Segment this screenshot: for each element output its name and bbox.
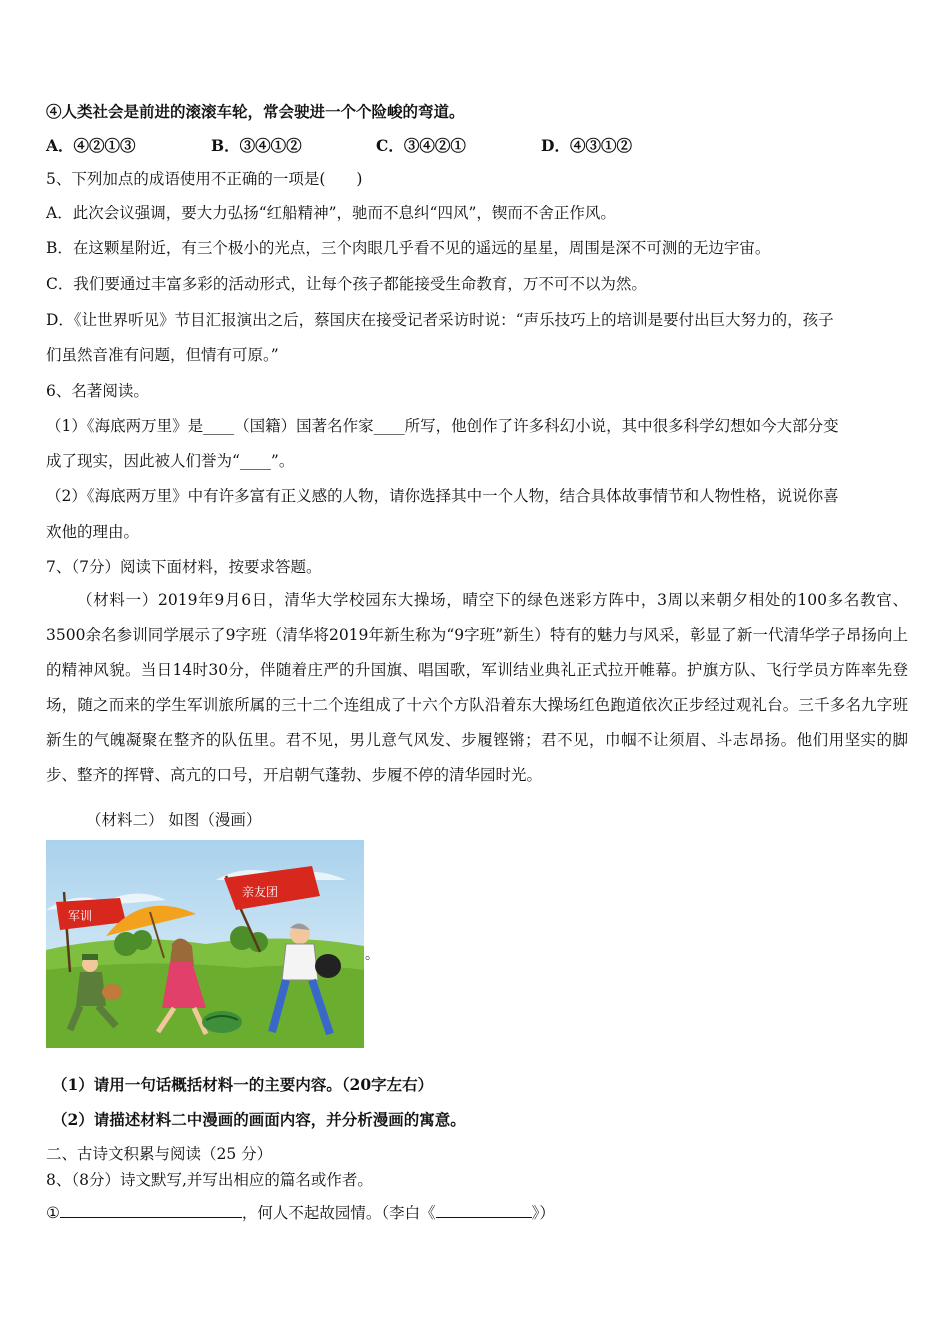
- q7-stem: 7、（7分）阅读下面材料，按要求答题。: [46, 558, 322, 576]
- q5-stem: 5、下列加点的成语使用不正确的一项是( ): [46, 170, 363, 188]
- q7-material2-label: （材料二） 如图（漫画）: [86, 811, 262, 829]
- flag-right-label: 亲友团: [242, 885, 279, 899]
- q8-item1-title-blank[interactable]: [436, 1203, 532, 1218]
- q6-stem: 6、名著阅读。: [46, 382, 149, 400]
- q7-sub2: （2）请描述材料二中漫画的画面内容，并分析漫画的寓意。: [52, 1110, 466, 1129]
- q7-material1: （材料一）2019年9月6日，清华大学校园东大操场，晴空下的绿色迷彩方阵中，3周以来朝夕相处的100多名教官、3500余名参训同学展示了9字班（清华将2019年新生称为“9字班”新生）特有的魅力与风采，彰显了新一代清华学子昂扬向上的精神风貌。当日14时30分，伴随着庄严的升国旗、唱国歌，军训结业典礼正式拉开帷幕。护旗方队、飞行学员方阵率先登场，随之而来的学生军训旅所属的三十二个连组成了十六个方队沿着东大操场红色跑道依次正步经过观礼台。三千多名九字班新生的气魄凝聚在整齐的队伍里。君不见，男儿意气风发、步履铿锵；君不见，巾帼不让须眉、斗志昂扬。他们用坚实的脚步、整齐的挥臂、高亢的口号，开启朝气蓬勃、步履不停的清华园时光。: [46, 591, 908, 784]
- q5-option-c: C．我们要通过丰富多彩的活动形式，让每个孩子都能接受生命教育，万不可不以为然。: [46, 275, 647, 293]
- q8-item1-marker: ①: [46, 1204, 60, 1222]
- q4-options: [46, 136, 632, 156]
- backpack-icon: [315, 954, 341, 978]
- q8-item1-close: 》）: [531, 1204, 555, 1222]
- soldier-figure: [76, 972, 106, 1006]
- man-figure: [282, 944, 318, 980]
- q6-part1-line2: 成了现实，因此被人们誉为“____”。: [46, 452, 295, 470]
- cartoon-caption-period: 。: [365, 947, 379, 963]
- q8-item1-blank[interactable]: [60, 1203, 242, 1218]
- q4-option-c: C．③④②①: [376, 136, 466, 155]
- q8-item1: [46, 1203, 555, 1223]
- q5-option-a: A．此次会议强调，要大力弘扬“红船精神”，驰而不息纠“四风”，锲而不舍正作风。: [46, 204, 616, 222]
- section2-heading: 二、古诗文积累与阅读（25 分）: [46, 1145, 273, 1163]
- cartoon-illustration: [46, 840, 364, 1048]
- q4-option-b: B．③④①②: [211, 136, 302, 155]
- q5-option-b: B．在这颗星附近，有三个极小的光点，三个肉眼几乎看不见的遥远的星星，周围是深不可测的无边宇宙。: [46, 239, 771, 257]
- flag-left-label: 军训: [68, 909, 93, 923]
- q4-item4: ④人类社会是前进的滚滚车轮，常会驶进一个个险峻的弯道。: [46, 102, 465, 121]
- q7-sub1: （1）请用一句话概括材料一的主要内容。（20字左右）: [52, 1075, 434, 1094]
- q6-part1-line1: （1）《海底两万里》是____（国籍）国著名作家____所写，他创作了许多科幻小说，其中很多科学幻想如今大部分变: [46, 417, 839, 435]
- q5-option-d-line1: D．《让世界听见》节目汇报演出之后，蔡国庆在接受记者采访时说：“声乐技巧上的培训是要付出巨大努力的，孩子: [46, 311, 834, 329]
- q8-stem: 8、（8分）诗文默写,并写出相应的篇名或作者。: [46, 1171, 373, 1189]
- q6-part2-line2: 欢他的理由。: [46, 523, 140, 541]
- q4-option-d: D．④③①②: [541, 136, 632, 155]
- q6-part2-line1: （2）《海底两万里》中有许多富有正义感的人物，请你选择其中一个人物，结合具体故事情节和人物性格，说说你喜: [46, 487, 839, 505]
- q8-item1-text: ，何人不起故园情。（李白《: [241, 1204, 436, 1222]
- q4-option-a: A．④②①③: [46, 136, 136, 155]
- watermelon-icon: [202, 1011, 242, 1033]
- q5-option-d-line2: 们虽然音准有问题，但情有可原。”: [46, 346, 279, 364]
